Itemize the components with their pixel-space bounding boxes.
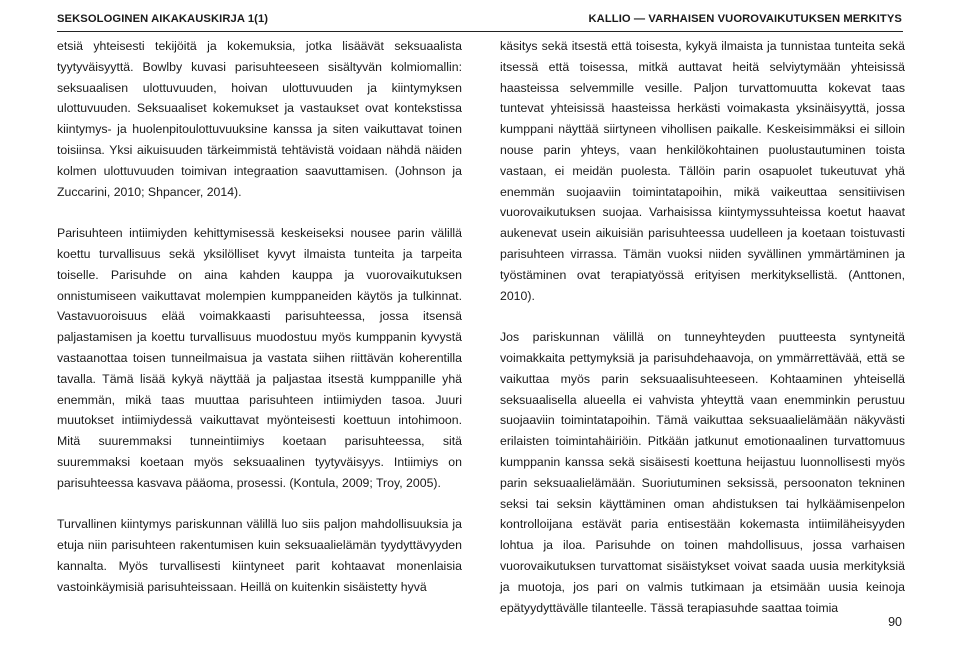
right-paragraph-1: käsitys sekä itsestä että toisesta, kykyä ilmaista ja tunnistaa tunteita sekä itsessä että toisessa, mitkä auttavat heitä selviytymään yhteisissä haasteissa selvemmille vesille. Paljon turvattomuutta kokevat taas tuntevat yhteisissä haasteissa herkästi voimakasta yksinäisyyttä, jossa kumppani näyttää siirtyneen vihollisen paikalle. Keskeisimmäksi ei silloin nouse parin yhteys, vaan henkilökohtainen puolustautuminen toista vastaan, ei meidän puolesta. Tällöin parin osapuolet tukeutuvat yhä enemmän suojaaviin toimintatapoihin, mikä vaikeuttaa sensitiivisen vuorovaikutuksen suojaa. Varhaisissa kiintymyssuhteissa koetut haavat aukenevat usein aikuisiän parisuhteessa uudelleen ja koetaan toistuvasti parisuhteen virrassa. Tämän vuoksi niiden syvällinen ymmärtäminen ja työstäminen ovat terapiatyössä erityisen merkityksellistä. (Anttonen, 2010). — [500, 39, 905, 303]
right-paragraph-2: Jos pariskunnan välillä on tunneyhteyden puutteesta syntyneitä voimakkaita pettymyksiä ja parisuhdehaavoja, on ymmärrettävää, että se vaikuttaa myös parin seksuaalisuhteeseen. Kohtaaminen yhteisellä seksuaalisella alueella ei vahvista yhteyttä vaan enemminkin perustuu suojaaviin toimintatapoihin. Tämä vaikuttaa seksuaalielämään näkyvästi erilaisten toimintahäiriöin. Pitkään jatkunut emotionaalinen turvattomuus kumppanin kanssa sekä sisäisesti koettuna heijastuu luonnollisesti myös parin seksuaalielämään. Suoriutuminen seksissä, persoonaton tekninen seksi tai seksin käyttäminen oman ahdistuksen tai hylkäämisenpelon kontrolloijana estävät paria entisestään kokemasta intiimiläheisyyden lohtua ja iloa. Parisuhde on toinen mahdollisuus, jossa varhaisen vuorovaikutuksen turvattomat sisäistykset voivat saada uusia merkityksiä ja muotoja, jos pari on valmis tutkimaan ja etsimään uusia keinoja epätyydyttävälle tilanteelle. Tässä terapiasuhde saattaa toimia — [500, 330, 905, 615]
paragraph-gap — [500, 306, 905, 327]
page-number: 90 — [888, 615, 902, 629]
journal-title-header: SEKSOLOGINEN AIKAKAUSKIRJA 1(1) — [57, 13, 269, 25]
article-title-header: KALLIO — VARHAISEN VUOROVAIKUTUKSEN MERKITYS — [588, 13, 902, 25]
right-column — [500, 36, 905, 618]
left-paragraph-2: Parisuhteen intiimiyden kehittymisessä keskeiseksi nousee parin välillä koettu turvallisuus sekä yksilölliset kyvyt ilmaista tunteita ja tarpeita toiselle. Parisuhde on aina kahden kauppa ja vuorovaikutuksen onnistumiseen vaikuttavat molempien kumppaneiden käytös ja tulkinnat. Vastavuoroisuus elää voimakkaasti parisuhteessa, jossa itsensä paljastamisen ja koettu turvallisuus muodostuu myös kumppanin kyvystä vastaanottaa toisen tunneilmaisua ja vastata siihen riittävän koherentilla tavalla. Tämä lisää kykyä näyttää ja paljastaa itsestä kumppanille yhä enemmän, mikä taas muuttaa parisuhteen intiimiyden tasoa. Juuri muutokset intiimiydessä vaikuttavat myönteisesti koettuun intohimoon. Mitä suuremmaksi tunneintiimiys koetaan parisuhteessa, sitä suuremmaksi koetaan myös seksuaalinen tyytyväisyys. Intiimiys on parisuhteessa kasvava pääoma, prosessi. (Kontula, 2009; Troy, 2005). — [57, 226, 462, 490]
paragraph-gap — [57, 494, 462, 515]
paragraph-gap — [57, 202, 462, 223]
header-rule — [57, 31, 903, 32]
left-column — [57, 36, 462, 598]
left-paragraph-3: Turvallinen kiintymys pariskunnan välillä luo siis paljon mahdollisuuksia ja etuja niin parisuhteen rakentumisen kuin seksuaalielämän tyydyttävyyden kannalta. Myös turvallisesti kiintyneet parit kohtaavat monenlaisia vastoinkäymisiä parisuhteissaan. Heillä on kuitenkin sisäistetty hyvä — [57, 517, 462, 594]
left-paragraph-1: etsiä yhteisesti tekijöitä ja kokemuksia, jotka lisäävät seksuaalista tyytyväisyyttä. Bowlby kuvasi parisuhteeseen sisältyvän kolmiomallin: seksuaalisen ulottuvuuden, hoivan ulottuvuuden ja kiintymyksen ulottuvuuden. Seksuaaliset kokemukset ja vastaukset ovat kontekstissa kiintymys- ja huolenpitoulottuvuuksine kanssa ja siten vaikuttavat toinen toisiinsa. Yksi aikuisuuden tärkeimmistä tehtävistä voidaan nähdä näiden kolmen ulottuvuuden toimivan integraation saavuttamisen. (Johnson ja Zuccarini, 2010; Shpancer, 2014). — [57, 39, 462, 199]
